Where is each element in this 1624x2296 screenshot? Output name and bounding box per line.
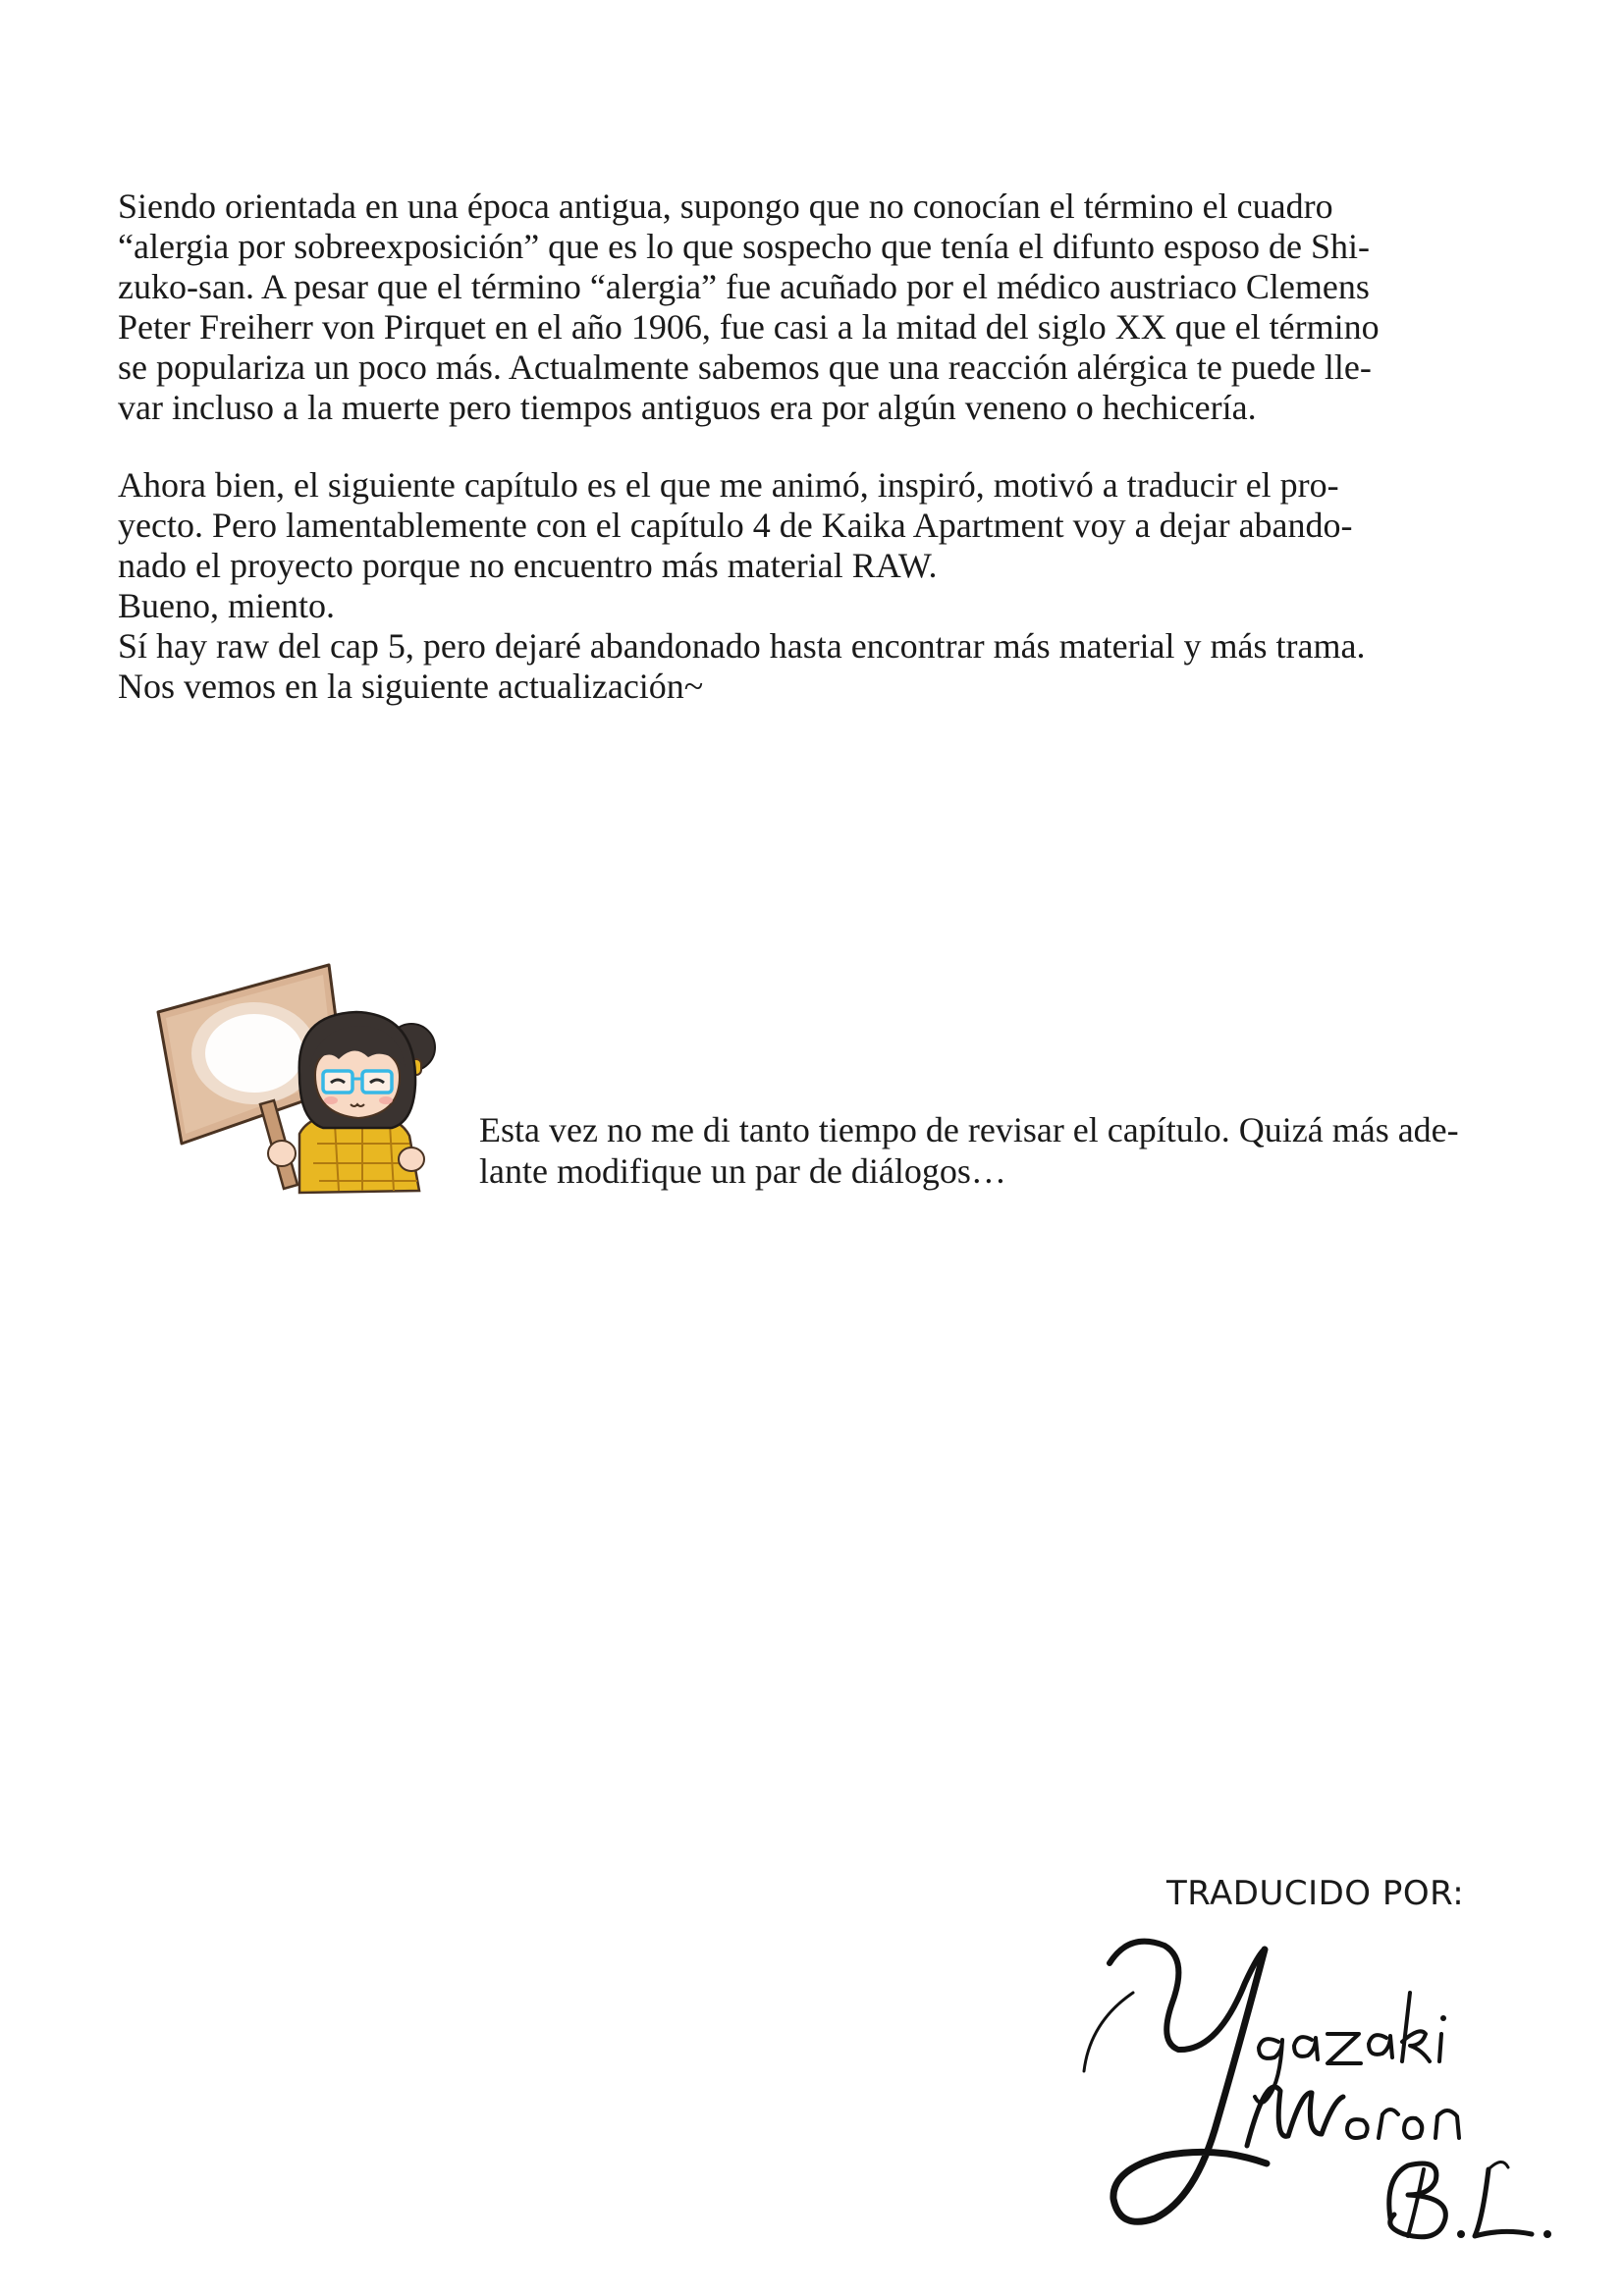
text-line: yecto. Pero lamentablemente con el capítulo 4 de Kaika Apartment voy a dejar abando-: [118, 506, 1353, 545]
translator-signature: [1070, 1924, 1600, 2268]
paragraph-gap: [118, 428, 1492, 465]
signature-drawing: [1070, 1924, 1600, 2268]
mascot-illustration: [152, 957, 486, 1198]
paragraph-1: [118, 187, 1492, 428]
chibi-girl-holding-sign-icon: [152, 957, 486, 1198]
translator-note: [479, 1109, 1481, 1192]
credit-label: TRADUCIDO POR:: [1166, 1874, 1465, 1913]
head: [299, 1012, 435, 1128]
text-line: Nos vemos en la siguiente actualización~: [118, 667, 704, 706]
text-line: se populariza un poco más. Actualmente sabemos que una reacción alérgica te puede lle-: [118, 347, 1372, 387]
note-line: Esta vez no me di tanto tiempo de revisar el capítulo. Quizá más ade-: [479, 1110, 1459, 1149]
text-line: nado el proyecto porque no encuentro más material RAW.: [118, 546, 938, 585]
text-line: zuko-san. A pesar que el término “alergia” fue acuñado por el médico austriaco Clemens: [118, 267, 1370, 306]
text-line: Bueno, miento.: [118, 586, 335, 625]
text-line: Ahora bien, el siguiente capítulo es el que me animó, inspiró, motivó a traducir el pro-: [118, 465, 1339, 505]
text-line: Peter Freiherr von Pirquet en el año 1906, fue casi a la mitad del siglo XX que el término: [118, 307, 1380, 347]
note-line: lante modifique un par de diálogos…: [479, 1151, 1006, 1191]
text-line: Siendo orientada en una época antigua, supongo que no conocían el término el cuadro: [118, 187, 1333, 226]
text-line: Sí hay raw del cap 5, pero dejaré abandonado hasta encontrar más material y más trama.: [118, 626, 1366, 666]
text-line: “alergia por sobreexposición” que es lo que sospecho que tenía el difunto esposo de Shi-: [118, 227, 1370, 266]
main-text: [118, 187, 1492, 707]
text-line: var incluso a la muerte pero tiempos antiguos era por algún veneno o hechicería.: [118, 388, 1257, 427]
paragraph-2: [118, 465, 1492, 707]
